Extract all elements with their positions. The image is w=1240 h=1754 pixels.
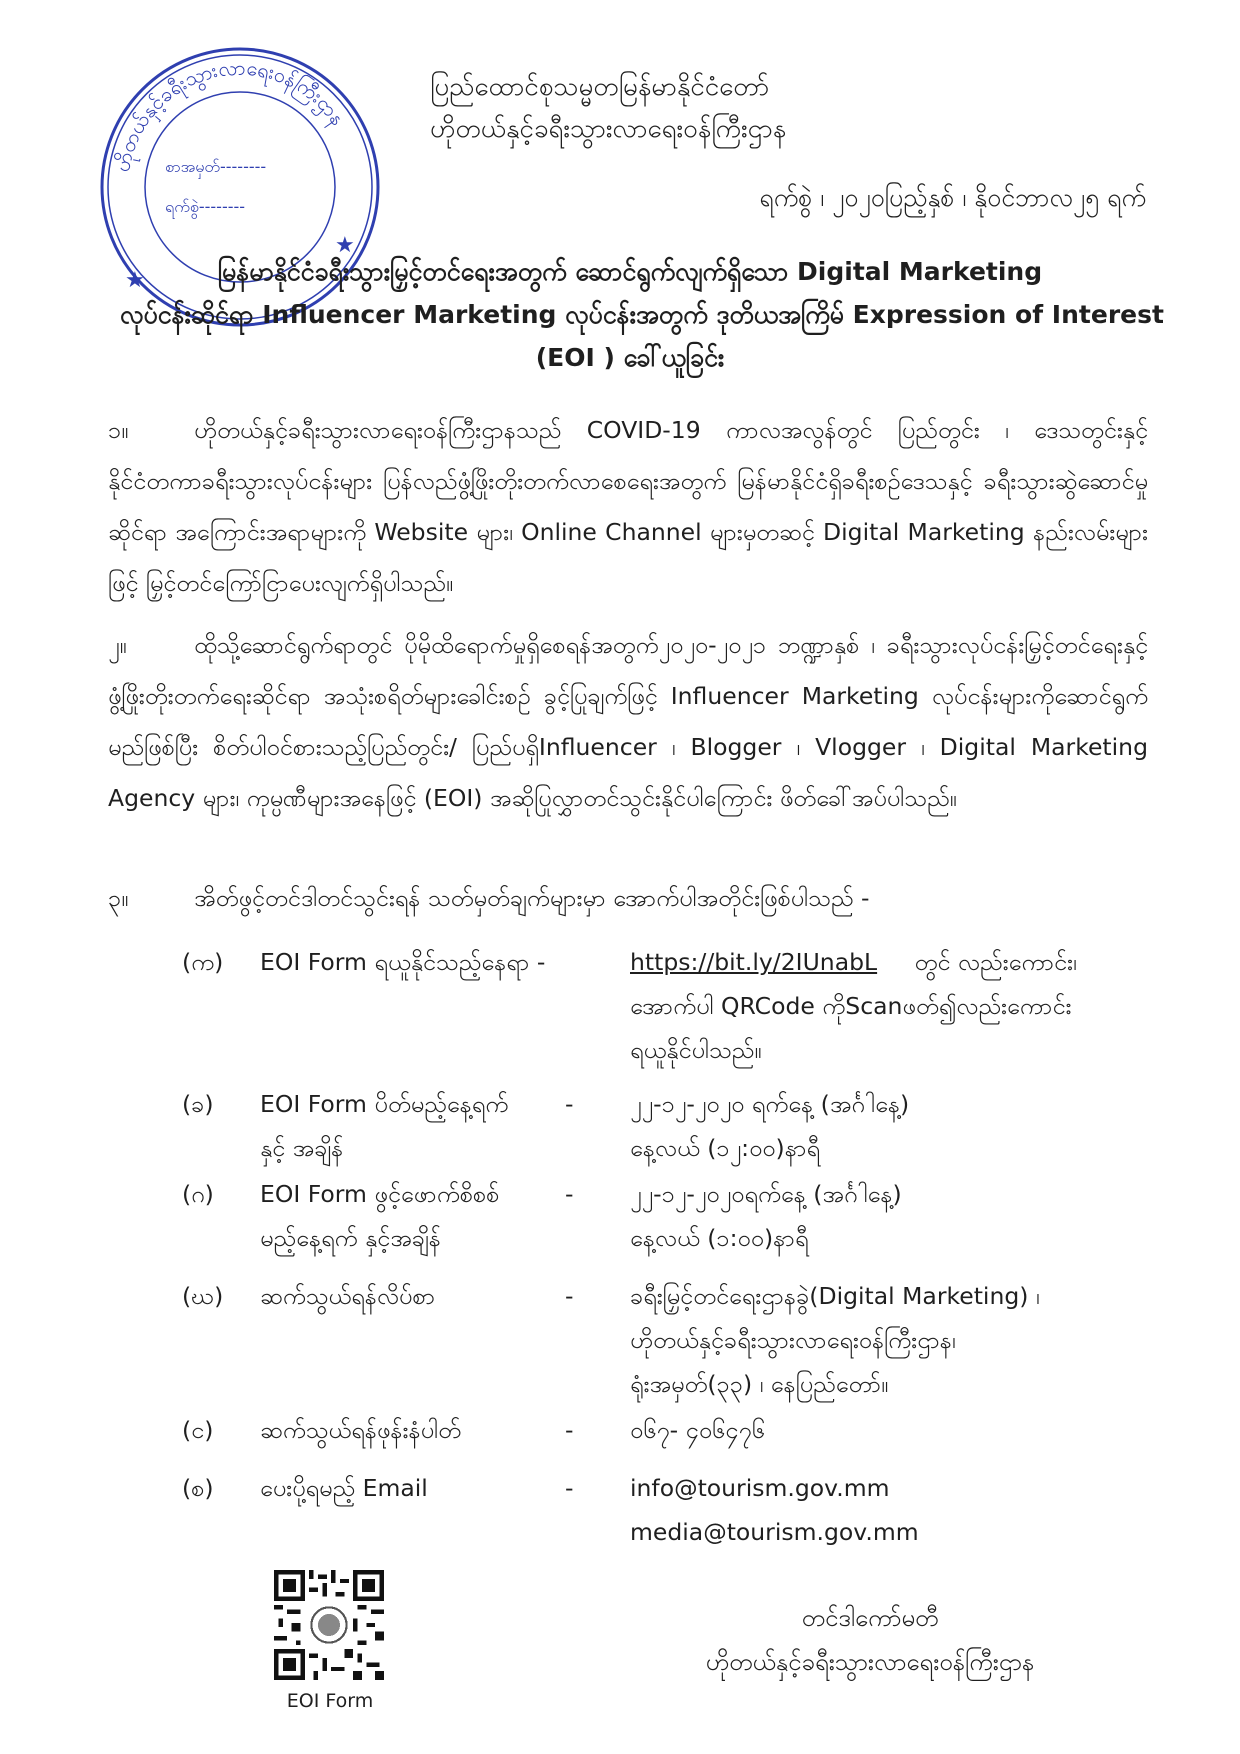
phone-number: ၀၆၇- ၄၀၆၄၇၆ [630, 1416, 765, 1444]
title-line-2: လုပ်ငန်းဆိုင်ရာ Influencer Marketing လုပ်ငန်းအတွက် ဒုတိယအကြိမ် Expression of Interest [120, 300, 1164, 329]
item-kha-dash: - [565, 1090, 574, 1118]
item-kha-label [260, 1082, 590, 1170]
paragraph-3 [108, 873, 1148, 924]
signature-committee: တင်ဒါကော်မတီ [801, 1604, 939, 1632]
signature-block [620, 1596, 1120, 1684]
item-ga-label [260, 1172, 590, 1260]
document-date: ရက်စွဲ ၊ ၂၀၂၀ပြည့်နှစ် ၊ နိုဝင်ဘာလ၂၅ ရက် [759, 183, 1146, 212]
item-kha-label-line: EOI Form ပိတ်မည့်နေ့ရက် [260, 1090, 509, 1118]
item-kha-value-line: နေ့လယ် (၁၂:၀၀)နာရီ [630, 1134, 821, 1162]
item-nga-label [260, 1408, 590, 1452]
paragraph-1 [108, 405, 1148, 609]
paragraph-number: ၁။ [108, 416, 129, 444]
paragraph-text: အိတ်ဖွင့်တင်ဒါတင်သွင်းရန် သတ်မှတ်ချက်များမှာ အောက်ပါအတိုင်းဖြစ်ပါသည် - [194, 884, 870, 912]
item-ga-value-line: နေ့လယ် (၁:၀၀)နာရီ [630, 1224, 809, 1252]
item-sa-label [260, 1466, 590, 1510]
item-ga-value [630, 1172, 1150, 1260]
item-nga-label-line: ဆက်သွယ်ရန်ဖုန်းနံပါတ် [260, 1416, 461, 1444]
title-line-1: မြန်မာနိုင်ငံခရီးသွားမြှင့်တင်ရေးအတွက် ဆောင်ရွက်လျက်ရှိသော Digital Marketing [217, 257, 1043, 286]
signature-ministry: ဟိုတယ်နှင့်ခရီးသွားလာရေးဝန်ကြီးဌာန [705, 1648, 1035, 1676]
document-title [120, 250, 1164, 379]
seal-star-left: ★ [125, 268, 145, 293]
item-ka-link-line [630, 940, 1150, 984]
item-ka-value-line: တွင် လည်းကောင်း၊ [914, 948, 1077, 976]
item-ga-label-line: မည့်နေ့ရက် နှင့်အချိန် [260, 1224, 441, 1252]
item-gha-label [260, 1274, 590, 1318]
paragraph-text: ထိုသို့ဆောင်ရွက်ရာတွင် ပိုမိုထိရောက်မှုရှိစေရန်အတွက်၂၀၂၀-၂၀၂၁ ဘဏ္ဍာနှစ် ၊ ခရီးသွားလုပ်ငန်းမြှင့်တင်ရေးနှင့် ဖွံ့ဖြိုးတိုးတက်ရေးဆိုင်ရာ အသုံးစရိတ်များခေါင်းစဉ် ခွင့်ပြုချက်ဖြင့် Influencer Marketing လုပ်ငန်းများကိုဆောင်ရွက်မည်ဖြစ်ပြီး စိတ်ပါဝင်စားသည့်ပြည်တွင်း/ ပြည်ပရှိInfluencer ၊ Blogger ၊ Vlogger ၊ Digital Marketing Agency များ၊ ကုမ္ပဏီများအနေဖြင့် (EOI) အဆိုပြုလွှာတင်သွင်းနိုင်ပါကြောင်း ဖိတ်ခေါ်အပ်ပါသည်။ [108, 631, 1148, 812]
seal-date-line: ရက်စွဲ-------- [165, 197, 246, 216]
paragraph-text: ဟိုတယ်နှင့်ခရီးသွားလာရေးဝန်ကြီးဌာနသည် COVID-19 ကာလအလွန်တွင် ပြည်တွင်း ၊ ဒေသတွင်းနှင့် နိုင်ငံတကာခရီးသွားလုပ်ငန်းများ ပြန်လည်ဖွံ့ဖြိုးတိုးတက်လာစေရေးအတွက် မြန်မာနိုင်ငံရှိခရီးစဉ်ဒေသနှင့် ခရီးသွားဆွဲဆောင်မှုဆိုင်ရာ အကြောင်းအရာများကို Website များ၊ Online Channel များမှတဆင့် Digital Marketing နည်းလမ်းများဖြင့် မြှင့်တင်ကြော်ငြာပေးလျက်ရှိပါသည်။ [108, 416, 1148, 597]
item-nga-number: (င) [182, 1416, 214, 1444]
item-ka-number: (က) [182, 948, 224, 976]
qr-code [274, 1570, 384, 1680]
item-gha-dash: - [565, 1282, 574, 1310]
item-kha-value-line: ၂၂-၁၂-၂၀၂၀ ရက်နေ့ (အင်္ဂါနေ့) [630, 1090, 910, 1118]
item-ka-value-line: ရယူနိုင်ပါသည်။ [630, 1036, 762, 1064]
item-gha-value-line: ခရီးမြှင့်တင်ရေးဌာနခွဲ(Digital Marketing) ၊ [630, 1282, 1040, 1310]
item-gha-label-line: ဆက်သွယ်ရန်လိပ်စာ [260, 1282, 436, 1310]
paragraph-2 [108, 620, 1148, 824]
item-nga-value [630, 1408, 1150, 1452]
item-kha-value [630, 1082, 1150, 1170]
letterhead-country: ပြည်ထောင်စုသမ္မတမြန်မာနိုင်ငံတော် [430, 72, 770, 102]
item-kha-number: (ခ) [182, 1090, 214, 1118]
seal-ring-text: ဟိုတယ်နှင့်ခရီးသွားလာရေးဝန်ကြီးဌာန [109, 55, 351, 174]
item-gha-value-line: ဟိုတယ်နှင့်ခရီးသွားလာရေးဝန်ကြီးဌာန၊ [630, 1326, 956, 1354]
item-ka-label [260, 940, 590, 984]
item-ga-dash: - [565, 1180, 574, 1208]
item-gha-value [630, 1274, 1150, 1406]
item-sa-dash: - [565, 1474, 574, 1502]
item-ka-value [630, 940, 1150, 1072]
item-sa-number: (စ) [182, 1474, 214, 1502]
item-ga-value-line: ၂၂-၁၂-၂၀၂၀ရက်နေ့ (အင်္ဂါနေ့) [630, 1180, 902, 1208]
email-media[interactable]: media@tourism.gov.mm [630, 1518, 919, 1546]
item-ga-label-line: EOI Form ဖွင့်ဖောက်စိစစ် [260, 1180, 500, 1208]
title-line-3: (EOI ) ခေါ်ယူခြင်း [535, 343, 725, 372]
item-gha-number: (ဃ) [182, 1282, 224, 1310]
letterhead-ministry: ဟိုတယ်နှင့်ခရီးသွားလာရေးဝန်ကြီးဌာန [430, 114, 787, 144]
paragraph-number: ၃။ [108, 884, 129, 912]
item-sa-value [630, 1466, 1150, 1554]
item-ka-value-line: အောက်ပါ QRCode ကိုScanဖတ်၍လည်းကောင်း [630, 992, 1072, 1020]
qr-code-icon [274, 1570, 384, 1680]
email-info[interactable]: info@tourism.gov.mm [630, 1474, 890, 1502]
seal-reference-line: စာအမှတ်-------- [165, 157, 267, 176]
qr-caption: EOI Form [286, 1690, 374, 1712]
seal-star-right: ★ [335, 233, 355, 258]
item-ka-label-line: EOI Form ရယူနိုင်သည့်နေရာ - [260, 948, 546, 976]
item-kha-label-line: နှင့် အချိန် [260, 1134, 344, 1162]
item-nga-dash: - [565, 1416, 574, 1444]
letterhead [430, 66, 890, 150]
paragraph-number: ၂။ [108, 631, 127, 659]
eoi-form-link[interactable]: https://bit.ly/2IUnabL [630, 948, 878, 976]
item-sa-label-line: ပေးပို့ရမည့် Email [260, 1474, 428, 1502]
item-ga-number: (ဂ) [182, 1180, 214, 1208]
item-gha-value-line: ရုံးအမှတ်(၃၃) ၊ နေပြည်တော်။ [630, 1370, 889, 1398]
